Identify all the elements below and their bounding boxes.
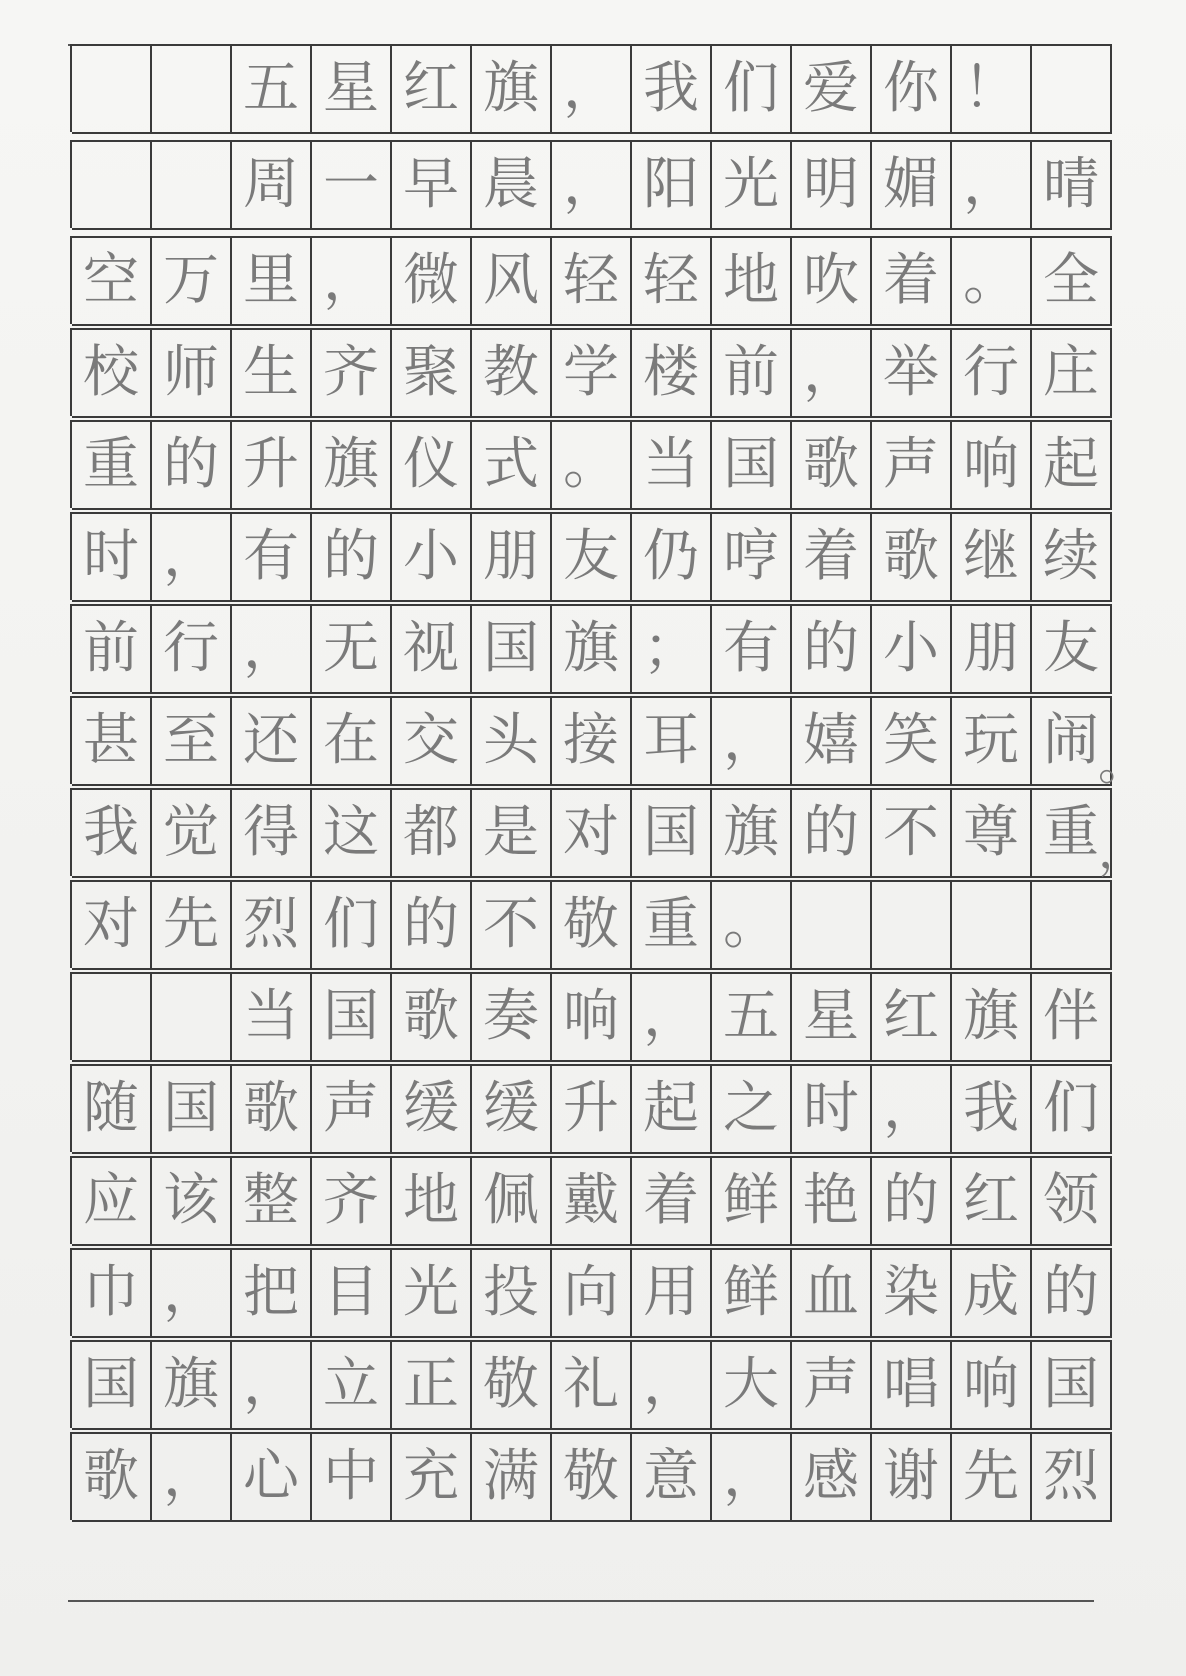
grid-cell: ， — [792, 328, 872, 418]
grid-cell: 国 — [152, 1064, 232, 1154]
grid-cell: 感 — [792, 1432, 872, 1522]
grid-cell: 师 — [152, 328, 232, 418]
grid-cell: 甚 — [72, 696, 152, 786]
grid-row — [70, 788, 1112, 876]
grid-cell: 嬉 — [792, 696, 872, 786]
grid-cell: ， — [152, 1432, 232, 1522]
grid-cell: 媚 — [872, 140, 952, 230]
grid-cell: 缓 — [472, 1064, 552, 1154]
grid-cell: 一 — [312, 140, 392, 230]
grid-cell: 声 — [312, 1064, 392, 1154]
grid-cell: 缓 — [392, 1064, 472, 1154]
grid-cell: ， — [712, 1432, 792, 1522]
grid-cell: 时 — [792, 1064, 872, 1154]
grid-cell: 向 — [552, 1248, 632, 1338]
grid-cell: 对 — [552, 788, 632, 878]
grid-cell — [1032, 44, 1112, 134]
grid-cell: 前 — [72, 604, 152, 694]
grid-row — [70, 1340, 1112, 1428]
grid-cell: 行 — [152, 604, 232, 694]
grid-cell: 接 — [552, 696, 632, 786]
grid-row — [70, 972, 1112, 1060]
grid-cell: 正 — [392, 1340, 472, 1430]
grid-cell: 全 — [1032, 236, 1112, 326]
grid-cell: 烈 — [1032, 1432, 1112, 1522]
grid-cell: 五 — [232, 44, 312, 134]
grid-cell: 风 — [472, 236, 552, 326]
grid-cell: 的 — [792, 604, 872, 694]
grid-cell: 唱 — [872, 1340, 952, 1430]
grid-cell: 吹 — [792, 236, 872, 326]
grid-cell: 小 — [872, 604, 952, 694]
grid-cell: 周 — [232, 140, 312, 230]
grid-cell: 耳 — [632, 696, 712, 786]
grid-cell: 重 — [1032, 788, 1112, 878]
grid-cell: 楼 — [632, 328, 712, 418]
grid-cell: 的 — [1032, 1248, 1112, 1338]
grid-cell — [152, 972, 232, 1062]
grid-cell: 友 — [552, 512, 632, 602]
grid-cell: 齐 — [312, 328, 392, 418]
grid-row — [70, 1064, 1112, 1152]
grid-cell: 爱 — [792, 44, 872, 134]
grid-cell: ， — [552, 140, 632, 230]
grid-cell: 国 — [472, 604, 552, 694]
grid-cell: 旗 — [552, 604, 632, 694]
grid-cell: 目 — [312, 1248, 392, 1338]
grid-cell: 的 — [392, 880, 472, 970]
grid-cell: 重 — [632, 880, 712, 970]
grid-cell: 们 — [312, 880, 392, 970]
grid-cell: 之 — [712, 1064, 792, 1154]
grid-cell: 歌 — [72, 1432, 152, 1522]
grid-cell: 朋 — [952, 604, 1032, 694]
grid-cell: 心 — [232, 1432, 312, 1522]
grid-cell: 重 — [72, 420, 152, 510]
grid-cell: 歌 — [232, 1064, 312, 1154]
grid-cell: 空 — [72, 236, 152, 326]
grid-cell: 成 — [952, 1248, 1032, 1338]
grid-cell: 随 — [72, 1064, 152, 1154]
grid-cell: 。 — [552, 420, 632, 510]
grid-cell: ， — [632, 1340, 712, 1430]
grid-cell: 艳 — [792, 1156, 872, 1246]
grid-cell: 五 — [712, 972, 792, 1062]
grid-cell: 该 — [152, 1156, 232, 1246]
grid-cell: 晴 — [1032, 140, 1112, 230]
grid-cell: 把 — [232, 1248, 312, 1338]
grid-row — [70, 328, 1112, 416]
grid-cell: 歌 — [392, 972, 472, 1062]
grid-cell: ， — [232, 604, 312, 694]
grid-cell: 行 — [952, 328, 1032, 418]
grid-cell: ， — [552, 44, 632, 134]
grid-cell: 国 — [1032, 1340, 1112, 1430]
grid-cell: 声 — [872, 420, 952, 510]
grid-cell: 有 — [232, 512, 312, 602]
grid-cell: 我 — [632, 44, 712, 134]
grid-cell: 国 — [312, 972, 392, 1062]
grid-cell: 。 — [952, 236, 1032, 326]
grid-cell — [952, 880, 1032, 970]
grid-cell: 得 — [232, 788, 312, 878]
grid-cell: 万 — [152, 236, 232, 326]
grid-cell: ， — [312, 236, 392, 326]
grid-cell: 响 — [952, 420, 1032, 510]
grid-cell: 至 — [152, 696, 232, 786]
grid-cell: 我 — [952, 1064, 1032, 1154]
grid-cell: 起 — [1032, 420, 1112, 510]
grid-cell: 的 — [312, 512, 392, 602]
grid-cell: 声 — [792, 1340, 872, 1430]
grid-cell: 在 — [312, 696, 392, 786]
grid-cell: 学 — [552, 328, 632, 418]
grid-cell: 着 — [872, 236, 952, 326]
grid-cell: 歌 — [872, 512, 952, 602]
grid-cell: 响 — [552, 972, 632, 1062]
grid-row — [70, 696, 1112, 784]
bottom-rule — [68, 1600, 1094, 1602]
grid-cell: 庄 — [1032, 328, 1112, 418]
grid-cell: 升 — [232, 420, 312, 510]
grid-cell: 烈 — [232, 880, 312, 970]
grid-cell: 光 — [392, 1248, 472, 1338]
grid-cell: 星 — [312, 44, 392, 134]
trailing-punctuation: ， — [1098, 823, 1147, 879]
grid-cell — [1032, 880, 1112, 970]
grid-cell: 谢 — [872, 1432, 952, 1522]
grid-cell: 里 — [232, 236, 312, 326]
grid-cell: 国 — [712, 420, 792, 510]
grid-cell: 国 — [72, 1340, 152, 1430]
grid-cell: 满 — [472, 1432, 552, 1522]
grid-cell: 地 — [712, 236, 792, 326]
grid-cell: 升 — [552, 1064, 632, 1154]
grid-cell: 的 — [792, 788, 872, 878]
grid-cell: 还 — [232, 696, 312, 786]
grid-cell: 起 — [632, 1064, 712, 1154]
grid-cell: 我 — [72, 788, 152, 878]
grid-cell: 大 — [712, 1340, 792, 1430]
grid-cell: 续 — [1032, 512, 1112, 602]
grid-cell: 的 — [152, 420, 232, 510]
grid-cell: 玩 — [952, 696, 1032, 786]
grid-cell: 奏 — [472, 972, 552, 1062]
grid-row — [70, 1156, 1112, 1244]
grid-cell: 国 — [632, 788, 712, 878]
grid-cell: 敬 — [552, 1432, 632, 1522]
grid-cell: 继 — [952, 512, 1032, 602]
grid-cell — [792, 880, 872, 970]
grid-row — [70, 604, 1112, 692]
grid-cell: 们 — [1032, 1064, 1112, 1154]
grid-cell: 举 — [872, 328, 952, 418]
grid-cell: 朋 — [472, 512, 552, 602]
grid-cell: 中 — [312, 1432, 392, 1522]
grid-row — [70, 236, 1112, 324]
grid-cell: 式 — [472, 420, 552, 510]
grid-cell: 小 — [392, 512, 472, 602]
grid-cell: 交 — [392, 696, 472, 786]
grid-cell: 。 — [712, 880, 792, 970]
grid-cell: 生 — [232, 328, 312, 418]
grid-cell: 晨 — [472, 140, 552, 230]
grid-cell: 无 — [312, 604, 392, 694]
grid-cell: 尊 — [952, 788, 1032, 878]
grid-cell: 明 — [792, 140, 872, 230]
grid-cell: 旗 — [152, 1340, 232, 1430]
grid-cell: 都 — [392, 788, 472, 878]
grid-row — [70, 44, 1112, 132]
grid-cell: ， — [152, 1248, 232, 1338]
grid-cell: 不 — [472, 880, 552, 970]
grid-cell: 前 — [712, 328, 792, 418]
grid-row — [70, 420, 1112, 508]
grid-cell: ， — [952, 140, 1032, 230]
grid-cell: 有 — [712, 604, 792, 694]
grid-cell: 旗 — [472, 44, 552, 134]
grid-cell: 先 — [152, 880, 232, 970]
grid-cell: 领 — [1032, 1156, 1112, 1246]
grid-cell: 着 — [632, 1156, 712, 1246]
grid-cell: 鲜 — [712, 1156, 792, 1246]
grid-cell: 应 — [72, 1156, 152, 1246]
grid-cell: 用 — [632, 1248, 712, 1338]
grid-cell: 早 — [392, 140, 472, 230]
grid-cell: 聚 — [392, 328, 472, 418]
grid-row — [70, 1432, 1112, 1520]
grid-cell: 意 — [632, 1432, 712, 1522]
grid-cell: 旗 — [952, 972, 1032, 1062]
grid-cell — [872, 880, 952, 970]
grid-cell: 这 — [312, 788, 392, 878]
grid-cell: 先 — [952, 1432, 1032, 1522]
grid-cell: 敬 — [552, 880, 632, 970]
grid-cell: 立 — [312, 1340, 392, 1430]
grid-cell: 响 — [952, 1340, 1032, 1430]
grid-cell: 不 — [872, 788, 952, 878]
grid-cell: 红 — [872, 972, 952, 1062]
grid-row — [70, 512, 1112, 600]
grid-cell: 染 — [872, 1248, 952, 1338]
grid-cell: 阳 — [632, 140, 712, 230]
grid-cell: ， — [232, 1340, 312, 1430]
grid-cell: ； — [632, 604, 712, 694]
grid-cell: 红 — [952, 1156, 1032, 1246]
grid-cell: 轻 — [632, 236, 712, 326]
grid-cell: 教 — [472, 328, 552, 418]
grid-cell: ！ — [952, 44, 1032, 134]
grid-cell: 笑 — [872, 696, 952, 786]
grid-cell: 当 — [632, 420, 712, 510]
grid-cell: 校 — [72, 328, 152, 418]
grid-cell: 红 — [392, 44, 472, 134]
grid-cell: 伴 — [1032, 972, 1112, 1062]
grid-cell — [152, 44, 232, 134]
grid-cell: 血 — [792, 1248, 872, 1338]
grid-cell — [72, 972, 152, 1062]
grid-cell: ， — [712, 696, 792, 786]
grid-cell: 着 — [792, 512, 872, 602]
grid-cell — [152, 140, 232, 230]
grid-cell: 们 — [712, 44, 792, 134]
grid-cell: 当 — [232, 972, 312, 1062]
grid-cell: 视 — [392, 604, 472, 694]
grid-cell: 友 — [1032, 604, 1112, 694]
grid-cell: 微 — [392, 236, 472, 326]
grid-cell: 光 — [712, 140, 792, 230]
grid-cell: 头 — [472, 696, 552, 786]
grid-cell: 旗 — [312, 420, 392, 510]
grid-cell: 旗 — [712, 788, 792, 878]
grid-cell: 充 — [392, 1432, 472, 1522]
grid-cell: 时 — [72, 512, 152, 602]
grid-cell: 你 — [872, 44, 952, 134]
grid-cell: 戴 — [552, 1156, 632, 1246]
grid-cell: 闹 — [1032, 696, 1112, 786]
grid-cell: 对 — [72, 880, 152, 970]
grid-cell: 投 — [472, 1248, 552, 1338]
grid-cell: 礼 — [552, 1340, 632, 1430]
grid-cell: 的 — [872, 1156, 952, 1246]
grid-cell: 哼 — [712, 512, 792, 602]
grid-cell: 星 — [792, 972, 872, 1062]
grid-cell — [72, 140, 152, 230]
grid-cell: 佩 — [472, 1156, 552, 1246]
grid-cell: 歌 — [792, 420, 872, 510]
grid-cell: 觉 — [152, 788, 232, 878]
grid-cell: ， — [632, 972, 712, 1062]
grid-cell: 敬 — [472, 1340, 552, 1430]
trailing-punctuation: 。 — [1098, 735, 1147, 791]
grid-cell: 仍 — [632, 512, 712, 602]
grid-cell: 轻 — [552, 236, 632, 326]
grid-row — [70, 1248, 1112, 1336]
grid-cell: 巾 — [72, 1248, 152, 1338]
grid-cell: 仪 — [392, 420, 472, 510]
grid-cell: ， — [152, 512, 232, 602]
grid-row — [70, 140, 1112, 228]
grid-cell — [72, 44, 152, 134]
grid-row — [70, 880, 1112, 968]
grid-cell: 地 — [392, 1156, 472, 1246]
grid-cell: 是 — [472, 788, 552, 878]
grid-cell: 鲜 — [712, 1248, 792, 1338]
grid-cell: 整 — [232, 1156, 312, 1246]
grid-cell: ， — [872, 1064, 952, 1154]
grid-cell: 齐 — [312, 1156, 392, 1246]
